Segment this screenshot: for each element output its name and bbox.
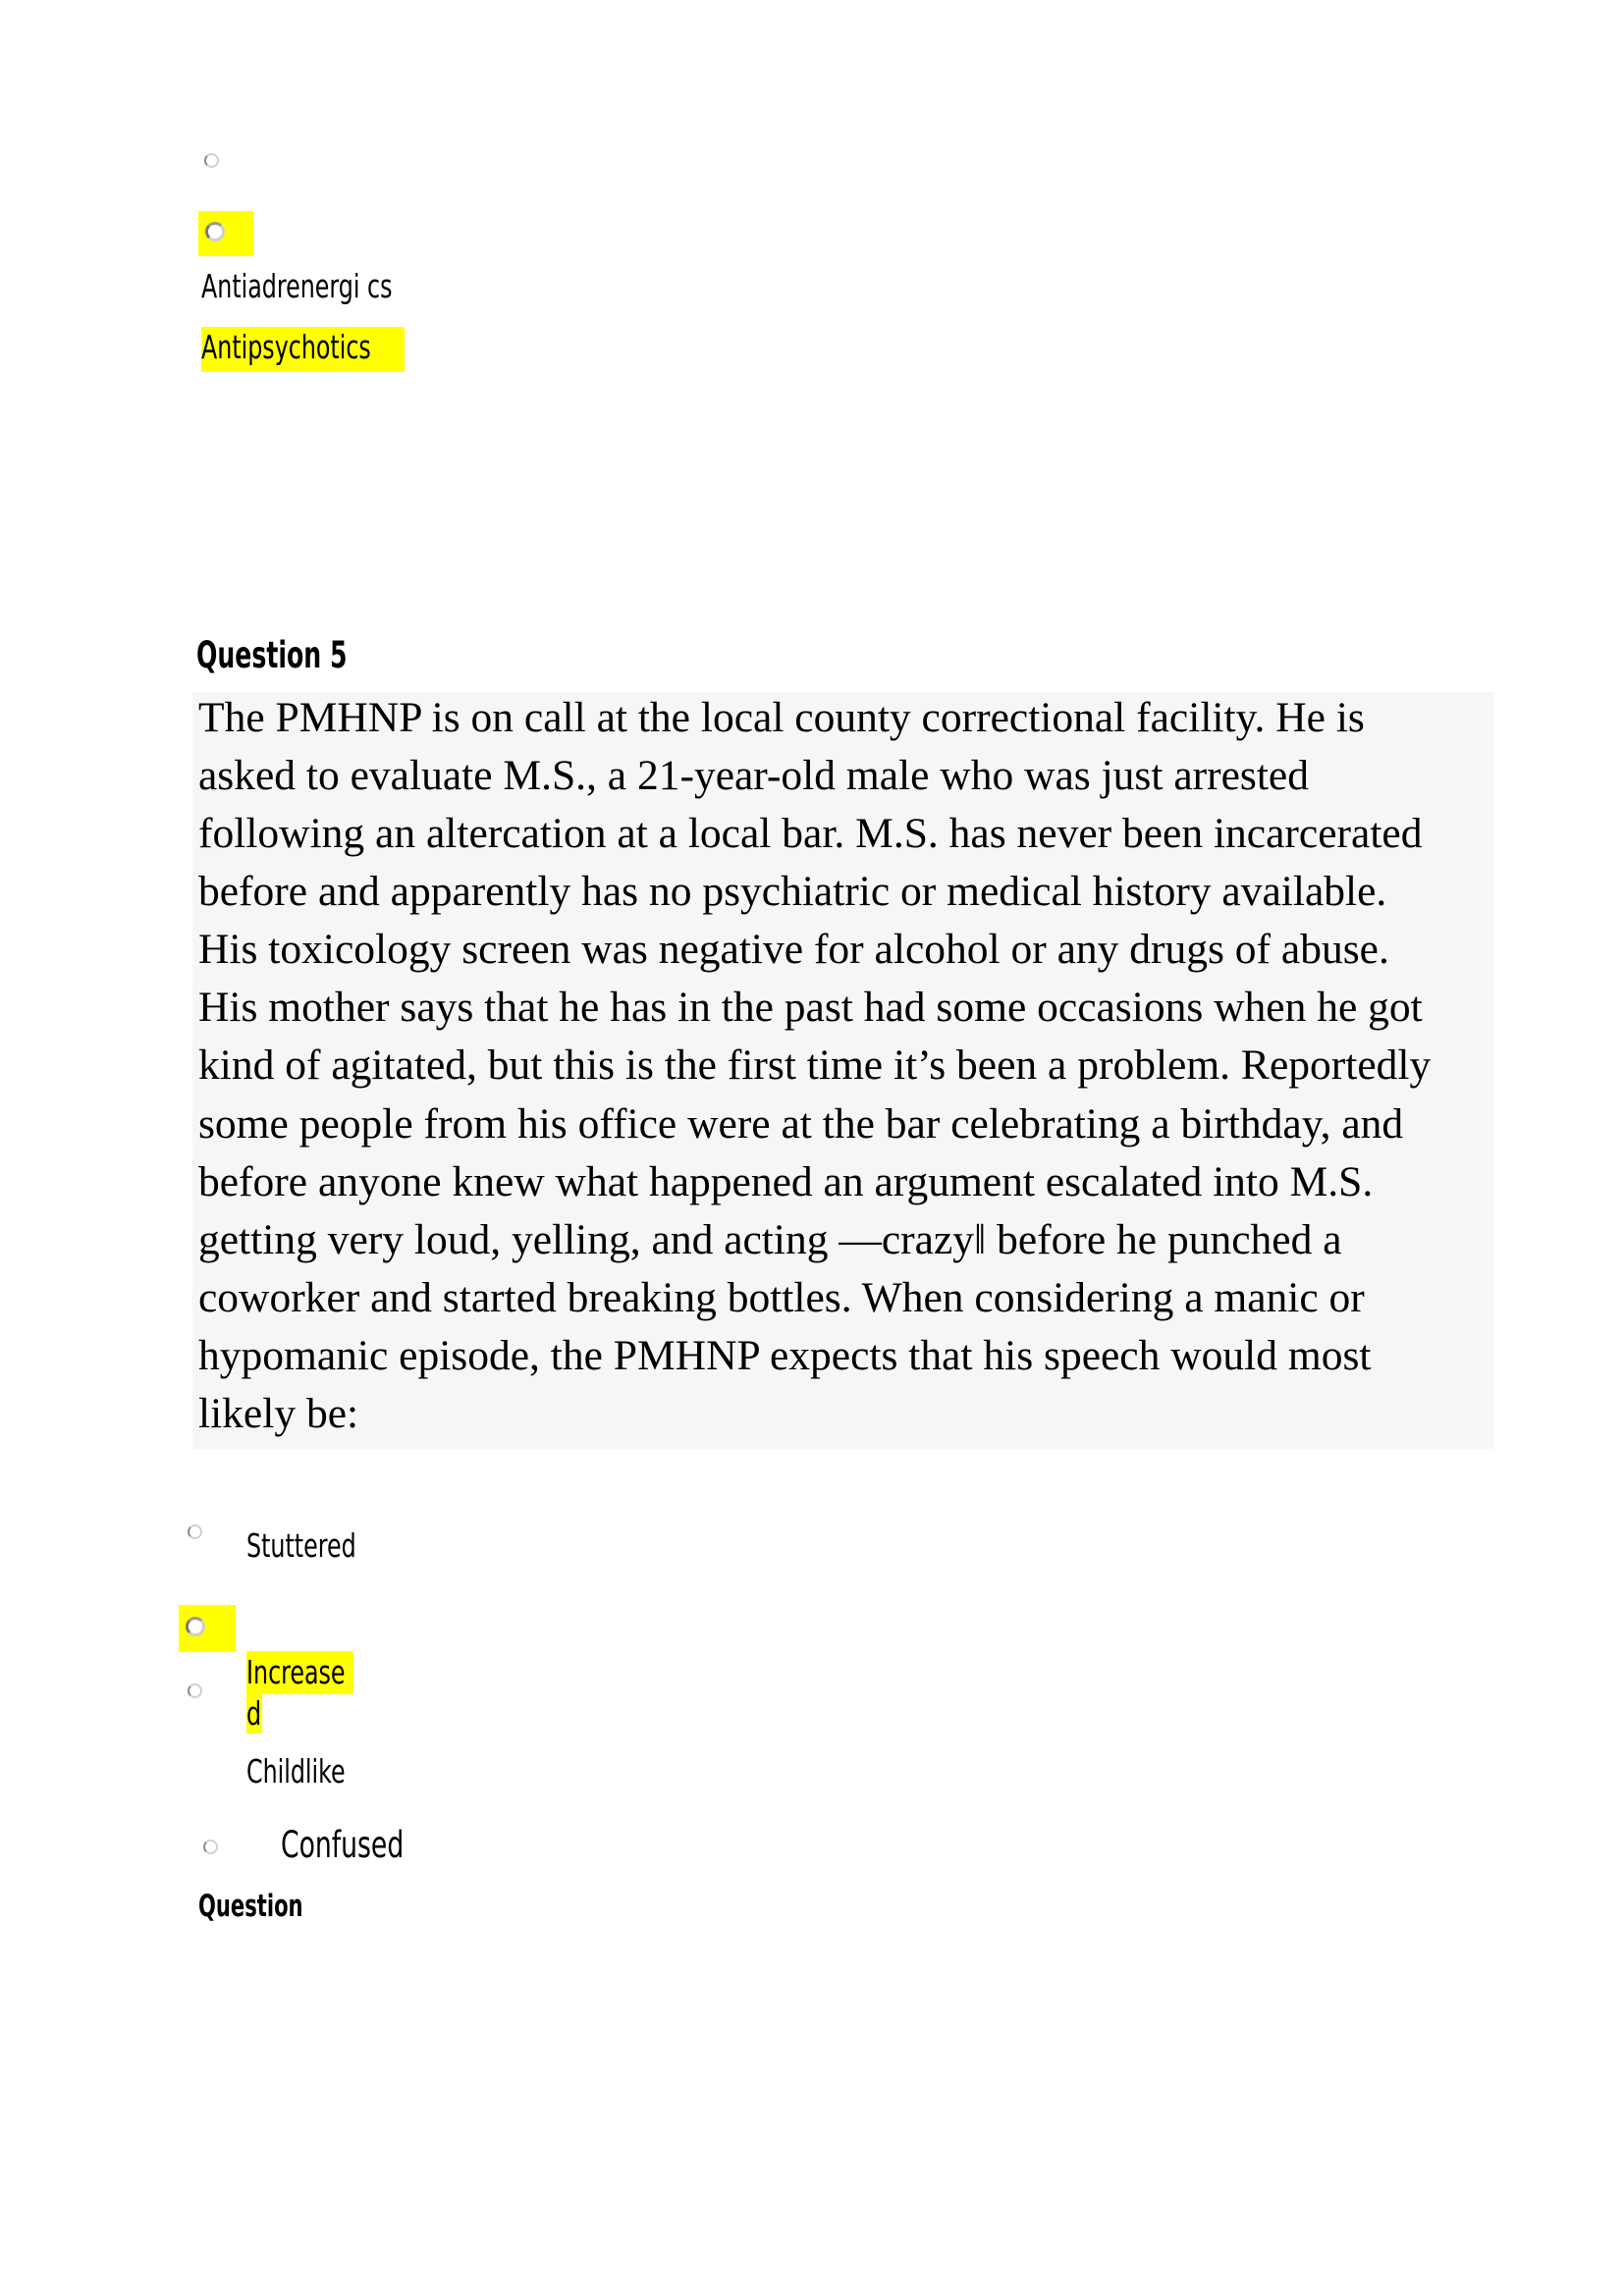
question-text-line: before anyone knew what happened an argument escalated into M.S. (198, 1158, 1374, 1205)
question-title: Question 5 (196, 634, 348, 676)
question-text-line: before and apparently has no psychiatric or medical history available. (198, 868, 1387, 915)
question-text-line: likely be: (198, 1390, 359, 1437)
radio-option-2-selected[interactable] (205, 222, 225, 241)
radio-stuttered[interactable] (188, 1524, 202, 1539)
option-label-stuttered: Stuttered (246, 1526, 356, 1565)
radio-confused[interactable] (203, 1840, 218, 1854)
radio-increased-selected[interactable] (186, 1617, 205, 1636)
question-text-line: His mother says that he has in the past had some occasions when he got (198, 984, 1423, 1031)
option-label-antipsychotics: Antipsychotics (201, 328, 371, 366)
radio-childlike[interactable] (188, 1683, 202, 1698)
option-label-confused: Confused (281, 1824, 405, 1866)
question-text-line: some people from his office were at the bar celebrating a birthday, and (198, 1100, 1404, 1148)
question-text-line: getting very loud, yelling, and acting ―crazy‖ before he punched a (198, 1216, 1342, 1263)
option-label-childlike: Childlike (246, 1752, 346, 1790)
question-text-line: hypomanic episode, the PMHNP expects that his speech would most (198, 1332, 1372, 1379)
question-text-line: coworker and started breaking bottles. When considering a manic or (198, 1274, 1365, 1321)
radio-option-1[interactable] (204, 153, 219, 168)
question-text-line: The PMHNP is on call at the local county correctional facility. He is (198, 694, 1365, 741)
option-label-antiadrenergics: Antiadrenergi cs (201, 267, 393, 305)
option-label-increased: Increase (246, 1653, 346, 1691)
question-text-line: kind of agitated, but this is the first time it’s been a problem. Reportedly (198, 1041, 1432, 1089)
question-text-line: His toxicology screen was negative for alcohol or any drugs of abuse. (198, 926, 1389, 973)
question-text-line: asked to evaluate M.S., a 21-year-old male who was just arrested (198, 752, 1309, 799)
option-label-increased-cont: d (246, 1694, 262, 1733)
question-text-line: following an altercation at a local bar. M.S. has never been incarcerated (198, 810, 1423, 857)
next-question-title: Question (198, 1889, 303, 1924)
